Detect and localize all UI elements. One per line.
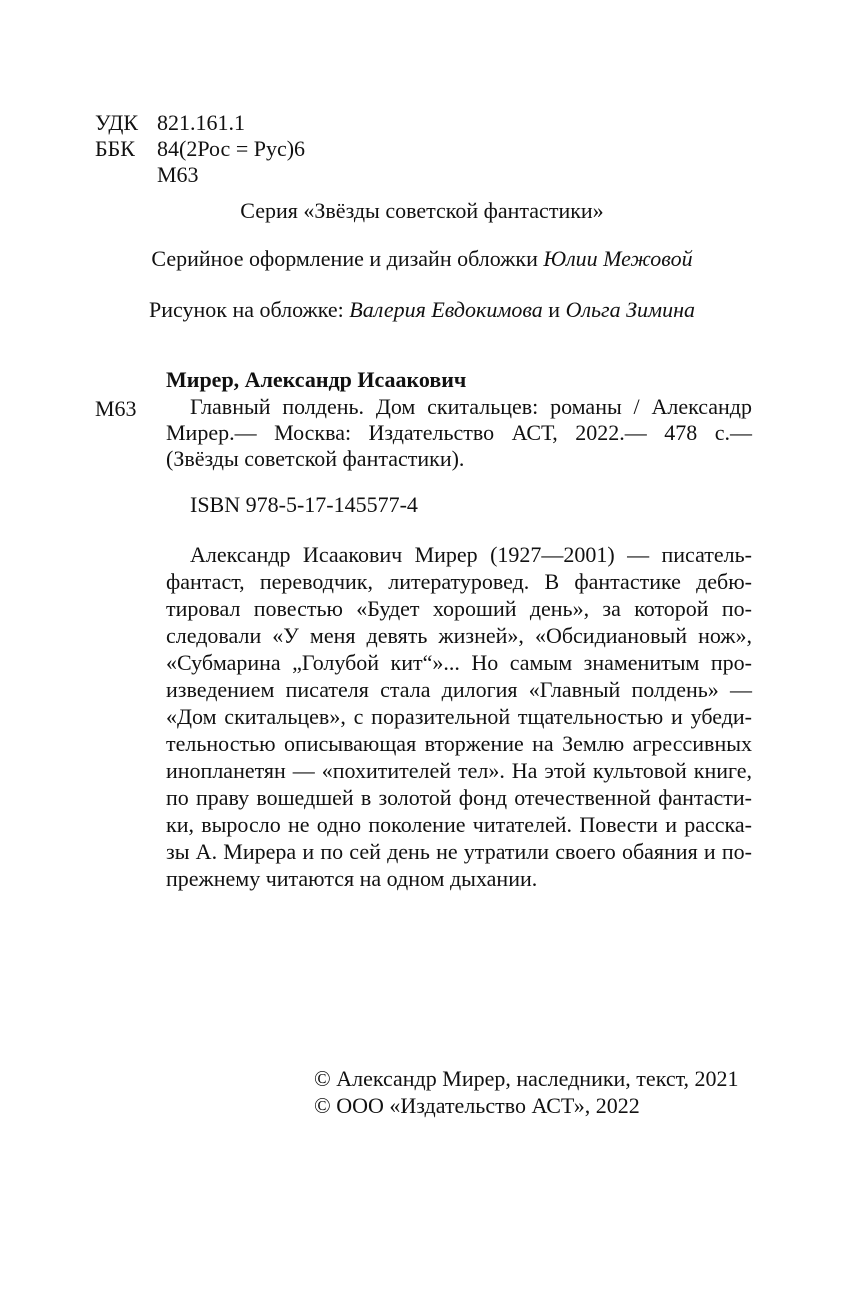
isbn: ISBN 978-5-17-145577-4 bbox=[190, 492, 418, 517]
annotation-line-2: фантаст, переводчик, литературовед. В фантастике дебю- bbox=[166, 569, 752, 594]
udk-value: 821.161.1 bbox=[157, 110, 245, 135]
udk-label: УДК bbox=[95, 110, 139, 135]
annotation-line-9: инопланетян — «похитителей тел». На этой культовой книге, bbox=[166, 758, 752, 783]
annotation-line-5: «Субмарина „Голубой кит“»... Но самым знаменитым про- bbox=[166, 650, 752, 675]
design-credit bbox=[0, 246, 844, 272]
annotation-line-1: Александр Исаакович Мирер (1927—2001) — писатель- bbox=[190, 542, 752, 567]
copyright-publisher: © ООО «Издательство АСТ», 2022 bbox=[314, 1093, 640, 1118]
illustrator-name-2: Ольга Зимина bbox=[565, 297, 695, 322]
annotation-line-3: тировал повестью «Будет хороший день», за которой по- bbox=[166, 596, 752, 621]
annotation-line-10: по праву вошедшей в золотой фонд отечественной фантасти- bbox=[166, 785, 752, 810]
annotation-line-8: тельностью описывающая вторжение на Землю агрессивных bbox=[166, 731, 752, 756]
annotation-line-12: зы А. Мирера и по сей день не утратили своего обаяния и по- bbox=[166, 839, 752, 864]
series-line: Серия «Звёзды советской фантастики» bbox=[240, 198, 604, 223]
cover-credit-and: и bbox=[542, 297, 566, 322]
annotation-line-6: изведением писателя стала дилогия «Главный полдень» — bbox=[166, 677, 752, 702]
annotation-line-11: ки, выросло не одно поколение читателей. Повести и расска- bbox=[166, 812, 752, 837]
catalog-author-heading: Мирер, Александр Исаакович bbox=[166, 367, 467, 392]
bbk-label: ББК bbox=[95, 136, 135, 161]
annotation-line-13: прежнему читаются на одном дыхании. bbox=[166, 866, 538, 891]
author-mark: М63 bbox=[157, 162, 199, 187]
catalog-line-2: Мирер.— Москва: Издательство АСТ, 2022.— 478 с.— bbox=[166, 420, 752, 445]
catalog-line-3: (Звёзды советской фантастики). bbox=[166, 446, 465, 471]
annotation-line-7: «Дом скитальцев», с поразительной тщательностью и убеди- bbox=[166, 704, 752, 729]
illustrator-name-1: Валерия Евдокимова bbox=[349, 297, 543, 322]
design-credit-text: Серийное оформление и дизайн обложки bbox=[151, 246, 544, 271]
designer-name: Юлии Межовой bbox=[543, 246, 693, 271]
copyright-author: © Александр Мирер, наследники, текст, 2021 bbox=[314, 1066, 739, 1091]
cover-credit bbox=[0, 297, 844, 323]
cover-credit-text: Рисунок на обложке: bbox=[149, 297, 350, 322]
catalog-mark: М63 bbox=[95, 396, 137, 421]
annotation-line-4: следовали «У меня девять жизней», «Обсидиановый нож», bbox=[166, 623, 752, 648]
bbk-value: 84(2Рос = Рус)6 bbox=[157, 136, 306, 161]
catalog-line-1: Главный полдень. Дом скитальцев: романы / Александр bbox=[190, 394, 752, 419]
